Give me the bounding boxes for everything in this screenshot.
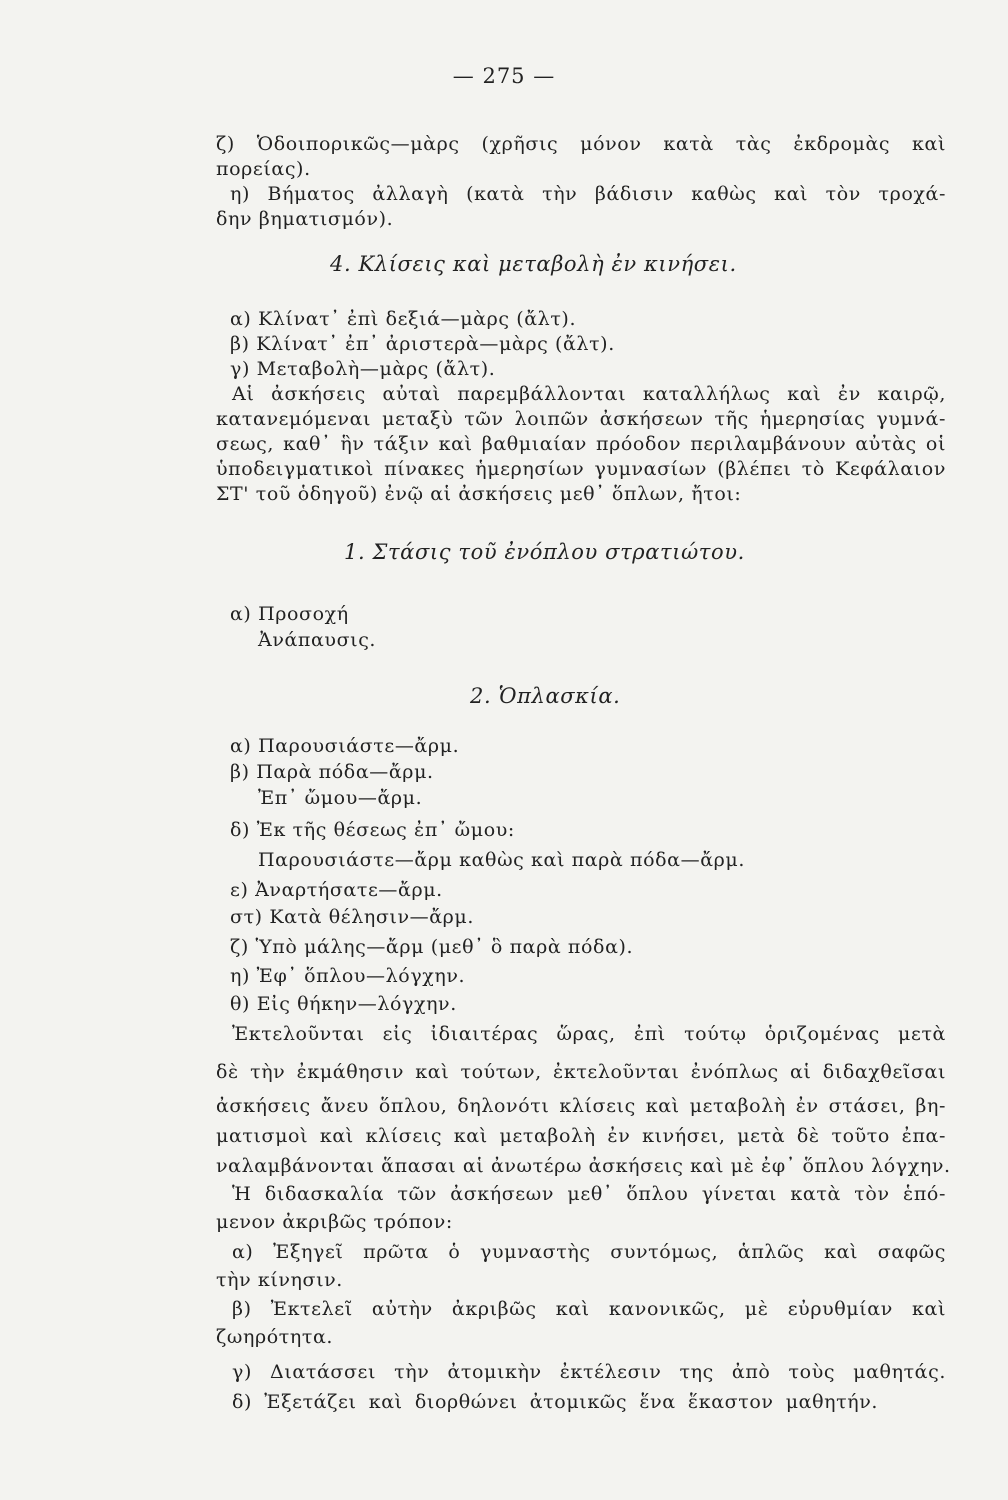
text-line: Αἱ ἀσκήσεις αὐταὶ παρεμβάλλονται καταλλήλως καὶ ἐν καιρῷ, <box>232 383 946 405</box>
text-line: Ἐπ᾿ ὤμου—ἄρμ. <box>258 787 423 809</box>
section-heading: 4. Κλίσεις καὶ μεταβολὴ ἐν κινήσει. <box>330 252 737 276</box>
text-line: Ἀνάπαυσις. <box>258 629 377 651</box>
text-line: δ) Ἐξετάζει καὶ διορθώνει ἀτομικῶς ἕνα ἕκαστον μαθητήν. <box>232 1391 878 1413</box>
text-line: δὲ τὴν ἐκμάθησιν καὶ τούτων, ἐκτελοῦνται ἐνόπλως αἱ διδαχθεῖσαι <box>216 1061 946 1083</box>
text-line: α) Παρουσιάστε—ἄρμ. <box>230 735 460 757</box>
text-line: Παρουσιάστε—ἄρμ καθὼς καὶ παρὰ πόδα—ἄρμ. <box>258 849 745 871</box>
text-line: η) Βήματος ἀλλαγὴ (κατὰ τὴν βάδισιν καθὼς καὶ τὸν τροχά- <box>230 183 946 205</box>
text-line: ματισμοὶ καὶ κλίσεις καὶ μεταβολὴ ἐν κινήσει, μετὰ δὲ τοῦτο ἐπα- <box>216 1125 946 1147</box>
text-line: γ) Διατάσσει τὴν ἀτομικὴν ἐκτέλεσιν της ἀπὸ τοὺς μαθητάς. <box>232 1361 946 1383</box>
text-line: α) Προσοχή <box>230 603 349 625</box>
text-line: β) Ἐκτελεῖ αὐτὴν ἀκριβῶς καὶ κανονικῶς, μὲ εὐρυθμίαν καὶ <box>232 1298 946 1320</box>
text-line: ΣΤ' τοῦ ὁδηγοῦ) ἐνῷ αἱ ἀσκήσεις μεθ᾿ ὅπλων, ἤτοι: <box>216 483 742 505</box>
text-line: β) Παρὰ πόδα—ἄρμ. <box>230 761 434 783</box>
text-line: δ) Ἐκ τῆς θέσεως ἐπ᾿ ὤμου: <box>230 819 515 841</box>
text-line: θ) Εἰς θήκην—λόγχην. <box>230 993 457 1015</box>
text-line: ζ) Ὑπὸ μάλης—ἄρμ (μεθ᾿ ὃ παρὰ πόδα). <box>230 936 634 958</box>
text-line: δην βηματισμόν). <box>216 208 394 230</box>
text-line: γ) Μεταβολὴ—μὰρς (ἄλτ). <box>230 358 496 380</box>
text-line: στ) Κατὰ θέλησιν—ἄρμ. <box>230 906 475 928</box>
section-heading: 1. Στάσις τοῦ ἐνόπλου στρατιώτου. <box>344 540 745 564</box>
text-line: α) Κλίνατ᾿ ἐπὶ δεξιά—μὰρς (ἄλτ). <box>230 308 577 330</box>
text-line: ζ) Ὁδοιπορικῶς—μὰρς (χρῆσις μόνον κατὰ τὰς ἐκδρομὰς καὶ <box>216 133 946 155</box>
text-line: ὑποδειγματικοὶ πίνακες ἡμερησίων γυμνασίων (βλέπει τὸ Κεφάλαιον <box>216 458 946 480</box>
text-line: μενον ἀκριβῶς τρόπον: <box>216 1211 453 1233</box>
text-line: ἀσκήσεις ἄνευ ὅπλου, δηλονότι κλίσεις καὶ μεταβολὴ ἐν στάσει, βη- <box>216 1095 946 1117</box>
section-heading: 2. Ὁπλασκία. <box>470 684 621 708</box>
text-line: ε) Ἀναρτήσατε—ἄρμ. <box>230 879 443 901</box>
text-line: κατανεμόμεναι μεταξὺ τῶν λοιπῶν ἀσκήσεων τῆς ἡμερησίας γυμνά- <box>216 408 946 430</box>
text-line: τὴν κίνησιν. <box>216 1269 343 1291</box>
text-line: Ἐκτελοῦνται εἰς ἰδιαιτέρας ὥρας, ἐπὶ τούτῳ ὁριζομένας μετὰ <box>232 1023 946 1045</box>
text-line: ναλαμβάνονται ἅπασαι αἱ ἀνωτέρω ἀσκήσεις καὶ μὲ ἐφ᾿ ὅπλου λόγχην. <box>216 1155 951 1177</box>
page-number: — 275 — <box>452 64 556 88</box>
text-line: Ἡ διδασκαλία τῶν ἀσκήσεων μεθ᾿ ὅπλου γίνεται κατὰ τὸν ἑπό- <box>232 1183 946 1205</box>
text-line: ζωηρότητα. <box>216 1326 334 1348</box>
text-line: η) Ἐφ᾿ ὅπλου—λόγχην. <box>230 965 466 987</box>
text-line: α) Ἐξηγεῖ πρῶτα ὁ γυμναστὴς συντόμως, ἁπλῶς καὶ σαφῶς <box>232 1241 946 1263</box>
text-line: σεως, καθ᾿ ἣν τάξιν καὶ βαθμιαίαν πρόοδον περιλαμβάνουν αὐτὰς οἱ <box>216 433 946 455</box>
text-line: πορείας). <box>216 158 311 180</box>
text-line: β) Κλίνατ᾿ ἐπ᾿ ἀριστερὰ—μὰρς (ἄλτ). <box>230 333 615 355</box>
